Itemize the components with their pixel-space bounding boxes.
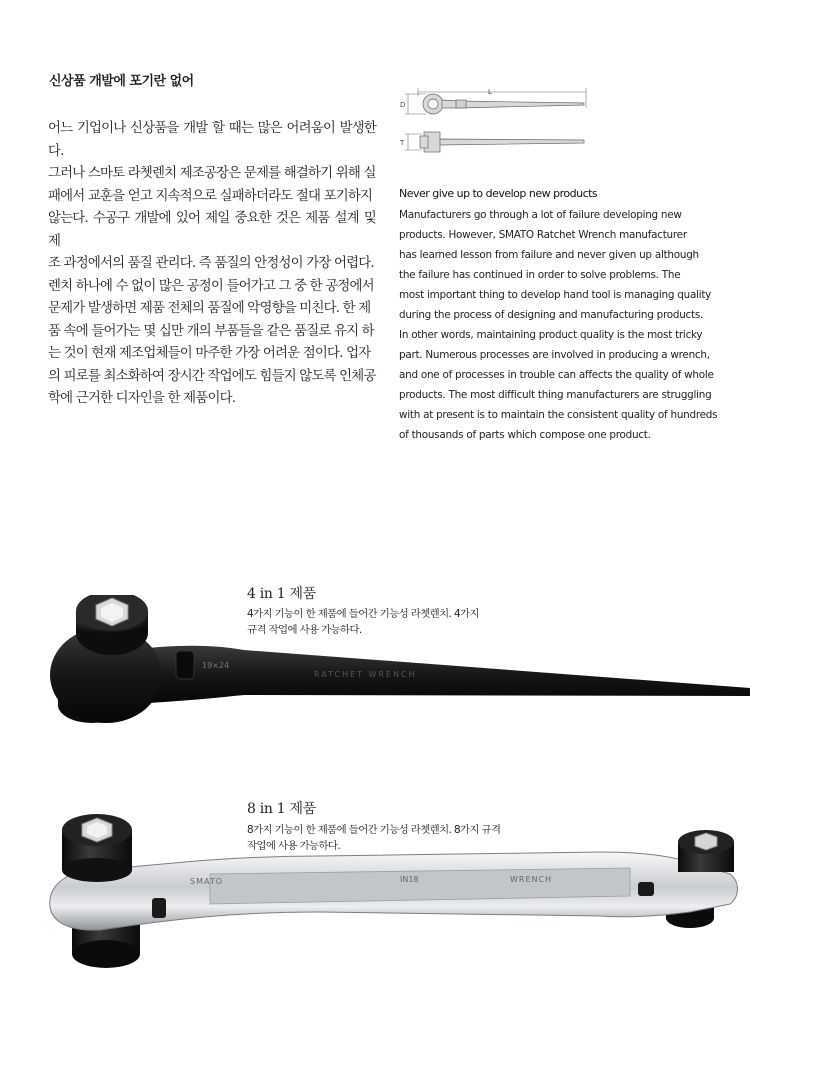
korean-body-text: 어느 기업이나 신상품을 개발 할 때는 많은 어려움이 발생한다. 그러나 스마토 라쳇렌치 제조공장은 문제를 해결하기 위해 실 패에서 교훈을 얻고 지속적으로 실패하더라도 절대 포기하지 않는다. 수공구 개발에 있어 제일 중요한 것은 제품 설계 및 제 조 과정에서의 품질 관리다. 즉 품질의 안정성이 가장 어렵다. 렌치 하나에 수 없이 많은 공정이 들어가고 그 중 한 공정에서 문제가 발생하면 제품 전체의 품질에 악영향을 미친다. 한 제 품 속에 들어가는 몇 십만 개의 부품들을 같은 품질로 유지 하 는 것이 현재 제조업체들이 마주한 가장 어려운 점이다. 업자 의 피로를 최소화하여 장시간 작업에도 힘들지 않도록 인체공 학에 근거한 디자인을 한 제품이다.	[48, 121, 376, 406]
section-title: 신상품 개발에 포기란 없어	[49, 74, 194, 89]
dim-diameter-label: D	[400, 101, 406, 109]
wrench-dimension-diagram	[396, 86, 592, 156]
english-body-text: Manufacturers go through a lot of failure developing new products. However, SMATO Ratchet Wrench manufacturer has learned lesson from failure and never given up although the failure has continued in order to solve problems. The most important thing to develop hand tool is managing quality during the process of designing and manufacturing products. In other words, maintaining product quality is the most tricky part. Numerous processes are involved in producing a wrench, and one of processes in trouble can affects the quality of whole products. The most difficult thing manufacturers are struggling with at present is to maintain the consistent quality of hundreds of thousands of parts which compose one product.	[399, 209, 718, 441]
wrench-left-engraving: SMATO	[190, 877, 224, 886]
product-4in1-title: 4 in 1 제품	[247, 586, 317, 602]
product-4in1-description: 4가지 기능이 한 제품에 들어간 기능성 라쳇렌치. 4가지 규격 작업에 사용 가능하다.	[247, 608, 479, 636]
wrench-size-engraving: 19×24	[202, 661, 230, 670]
wrench-brand-engraving: RATCHET WRENCH	[314, 670, 417, 679]
dim-length-label: L	[488, 88, 492, 96]
product-8in1-description: 8가지 기능이 한 제품에 들어간 기능성 라쳇렌치. 8가지 규격 작업에 사용 가능하다.	[247, 824, 501, 852]
wrench-mid-engraving: IN18	[400, 875, 419, 884]
wrench-right-engraving: WRENCH	[510, 875, 553, 884]
dim-thickness-label: T	[400, 139, 405, 147]
english-title: Never give up to develop new products	[399, 187, 598, 200]
diagram-side-view	[420, 132, 584, 152]
diagram-top-view	[423, 94, 584, 114]
product-8in1-title: 8 in 1 제품	[247, 801, 317, 817]
